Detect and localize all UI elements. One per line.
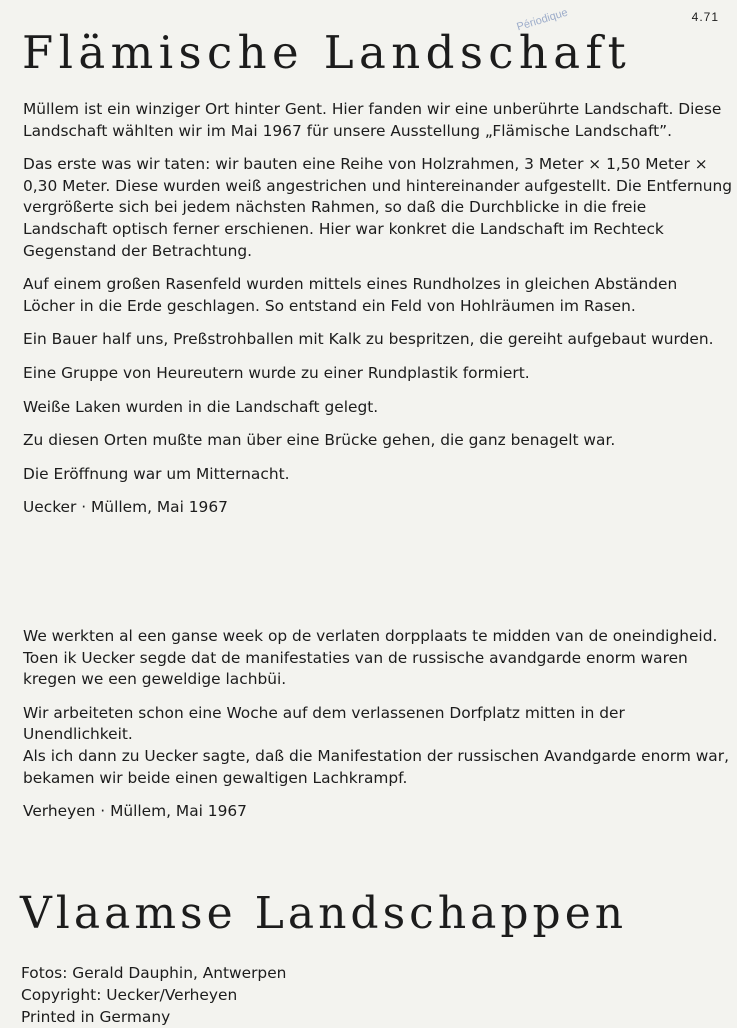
german-translation-paragraph-2: Als ich dann zu Uecker sagte, daß die Manifestation der russischen Avandgarde enorm war, bekamen wir beide einen gewaltigen Lachkrampf. <box>23 746 729 787</box>
german-text <box>23 99 733 519</box>
library-stamp: Périodique <box>515 6 570 34</box>
photo-credit: Fotos: Gerald Dauphin, Antwerpen <box>21 964 287 982</box>
paragraph: Das erste was wir taten: wir bauten eine Reihe von Holzrahmen, 3 Meter × 1,50 Meter × 0,30 Meter. Diese wurden weiß angestrichen und hintereinander aufgestellt. Die Entfernung vergrößerte sich bei jedem nächsten Rahmen, so daß die Durchblicke in die freie Landschaft optisch ferner erschienen. Hier war konkret die Landschaft im Rechteck Gegenstand der Betrachtung. <box>23 155 733 260</box>
dutch-paragraph: We werkten al een ganse week op de verlaten dorpplaats te midden van de oneindigheid. Toen ik Uecker segde dat de manifestaties van de russische avandgarde enorm waren kregen we een geweldige lachbüi. <box>23 627 718 689</box>
german-translation-paragraph: Wir arbeiteten schon eine Woche auf dem verlassenen Dorfplatz mitten in der Unendlichkeit. <box>23 703 625 744</box>
main-title: Flämische Landschaft <box>22 26 632 79</box>
signature-verheyen: Verheyen · Müllem, Mai 1967 <box>23 802 247 821</box>
paragraph: Weiße Laken wurden in die Landschaft gelegt. <box>23 397 379 416</box>
signature-uecker: Uecker · Müllem, Mai 1967 <box>23 498 228 517</box>
credits <box>21 962 721 1028</box>
paragraph: Auf einem großen Rasenfeld wurden mittels eines Rundholzes in gleichen Abständen Löcher in die Erde geschlagen. So entstand ein Feld von Hohlräumen im Rasen. <box>23 275 678 315</box>
dutch-and-translation <box>23 626 733 835</box>
copyright-line: Copyright: Uecker/Verheyen <box>21 986 238 1004</box>
page-number: 4.71 <box>691 10 719 24</box>
paragraph: Eine Gruppe von Heureutern wurde zu einer Rundplastik formiert. <box>23 363 530 382</box>
secondary-title: Vlaamse Landschappen <box>20 888 628 939</box>
paragraph: Müllem ist ein winziger Ort hinter Gent. Hier fanden wir eine unberührte Landschaft. Diese Landschaft wählten wir im Mai 1967 für unsere Ausstellung „Flämische Landschaft”. <box>23 100 722 140</box>
paragraph: Ein Bauer half uns, Preßstrohballen mit Kalk zu bespritzen, die gereiht aufgebaut wurden. <box>23 330 714 349</box>
paragraph: Zu diesen Orten mußte man über eine Brücke gehen, die ganz benagelt war. <box>23 431 616 450</box>
printed-line: Printed in Germany <box>21 1008 171 1026</box>
paragraph: Die Eröffnung war um Mitternacht. <box>23 464 290 483</box>
